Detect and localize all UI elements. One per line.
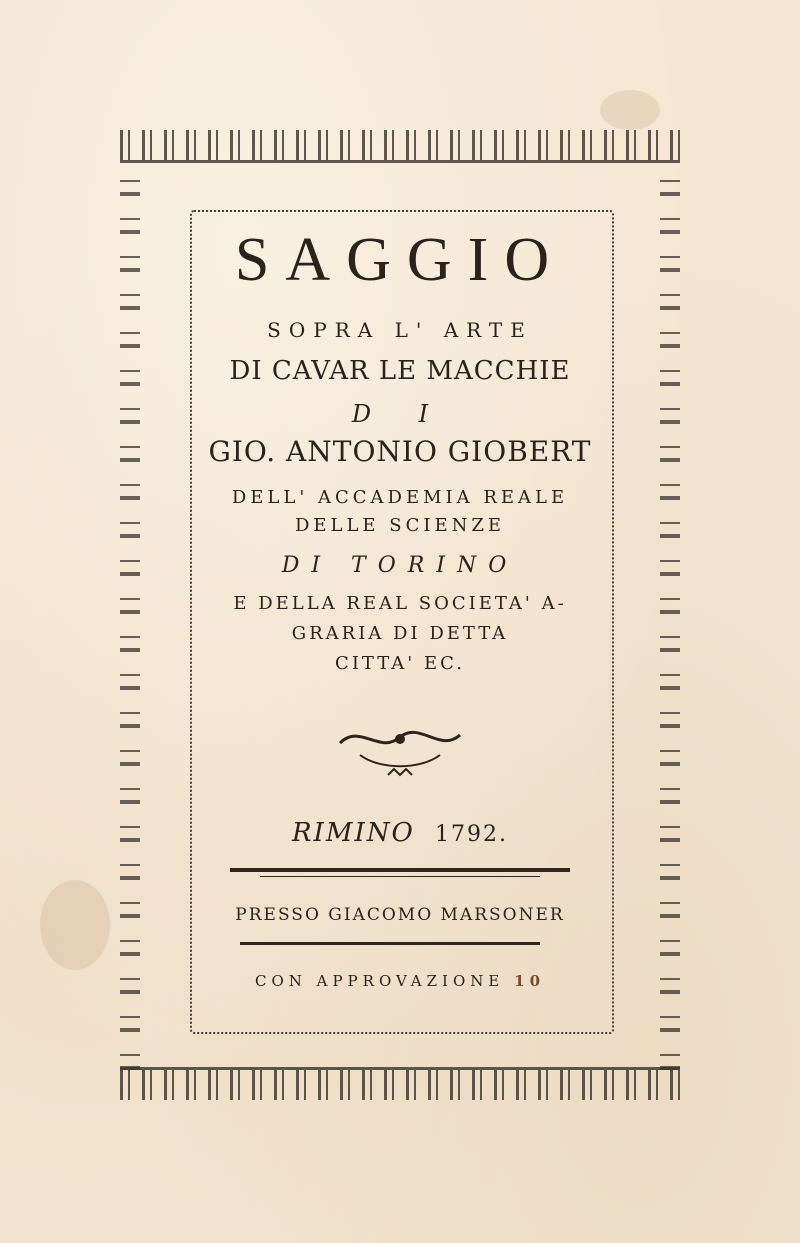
rule-thick	[230, 868, 570, 872]
author-name: GIO. ANTONIO GIOBERT	[208, 435, 592, 468]
border-top-band	[120, 130, 680, 163]
society-line-1: E DELLA REAL SOCIETA' A-	[233, 593, 567, 614]
book-title: SAGGIO	[234, 226, 566, 294]
imprint-place: RIMINO	[291, 818, 415, 848]
subtitle-line-1: SOPRA L' ARTE	[267, 318, 533, 342]
border-right-band	[660, 160, 680, 1070]
border-left-band	[120, 160, 140, 1070]
paper-stain	[40, 880, 110, 970]
society-line-3: CITTA' EC.	[335, 653, 465, 674]
paper-stain	[600, 90, 660, 130]
approval-line	[200, 972, 600, 990]
printers-ornament	[330, 715, 470, 785]
publisher: PRESSO GIACOMO MARSONER	[235, 905, 565, 925]
rule-thin	[260, 876, 540, 877]
imprint-year: 1792.	[435, 822, 509, 847]
affiliation-line-2: DELLE SCIENZE	[294, 515, 506, 536]
affiliation-line-1: DELL' ACCADEMIA REALE	[231, 487, 569, 508]
border-bottom-band	[120, 1067, 680, 1100]
imprint-place-year	[200, 818, 600, 848]
approval-text: CON APPROVAZIONE	[254, 972, 505, 990]
affiliation-city: DI TORINO	[281, 553, 519, 578]
stamp-mark: 10	[514, 972, 546, 990]
rule-lower	[240, 942, 540, 945]
by-line: D I	[351, 400, 449, 428]
subtitle-line-2: DI CAVAR LE MACCHIE	[229, 356, 571, 386]
society-line-2: GRARIA DI DETTA	[291, 623, 509, 644]
